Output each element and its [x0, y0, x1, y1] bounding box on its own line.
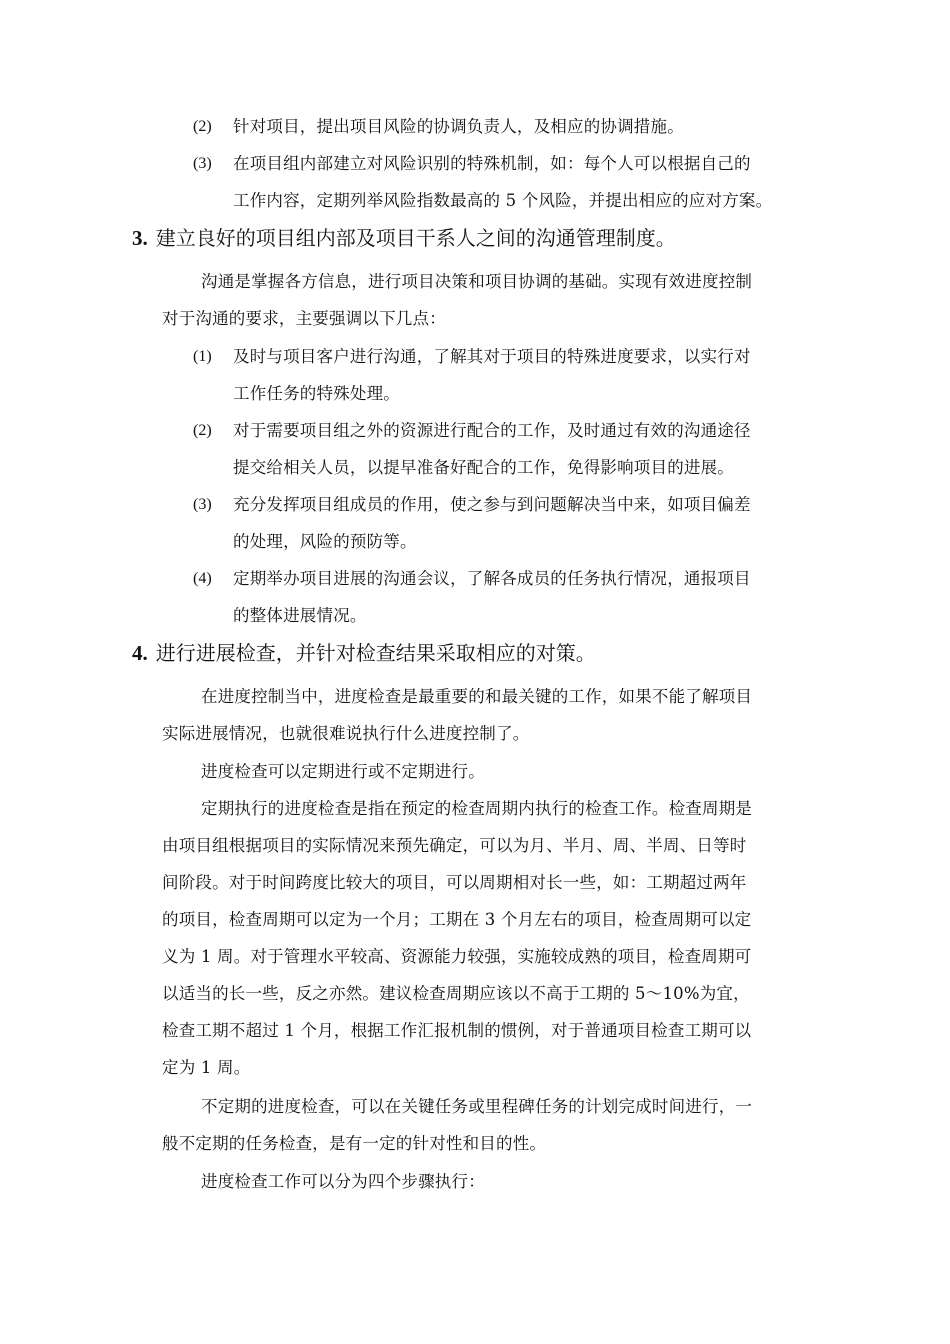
paragraph-line: 对于沟通的要求，主要强调以下几点：	[162, 309, 446, 328]
item-text-line: 及时与项目客户进行沟通，了解其对于项目的特殊进度要求，以实行对	[233, 347, 751, 366]
item-number: (3)	[193, 496, 212, 513]
paragraph-line: 以适当的长一些，反之亦然。建议检查周期应该以不高于工期的 5～10%为宜，	[162, 984, 750, 1003]
section-number: 4.	[132, 641, 148, 665]
paragraph-line: 在进度控制当中，进度检查是最重要的和最关键的工作，如果不能了解项目	[201, 687, 753, 706]
paragraph-line: 进度检查可以定期进行或不定期进行。	[201, 762, 485, 781]
item-number: (3)	[193, 155, 212, 172]
paragraph-line: 的项目，检查周期可以定为一个月；工期在 3 个月左右的项目，检查周期可以定	[162, 910, 752, 929]
section-heading	[132, 640, 596, 666]
paragraph-line: 沟通是掌握各方信息，进行项目决策和项目协调的基础。实现有效进度控制	[201, 272, 753, 291]
item-text-line: 充分发挥项目组成员的作用，使之参与到问题解决当中来，如项目偏差	[233, 495, 751, 514]
paragraph-line: 间阶段。对于时间跨度比较大的项目，可以周期相对长一些，如：工期超过两年	[162, 873, 747, 892]
item-text-line: 工作内容，定期列举风险指数最高的 5 个风险，并提出相应的应对方案。	[233, 191, 773, 210]
paragraph-line: 由项目组根据项目的实际情况来预先确定，可以为月、半月、周、半周、日等时	[162, 836, 747, 855]
section-title: 建立良好的项目组内部及项目干系人之间的沟通管理制度。	[155, 226, 676, 250]
item-text-line: 的整体进展情况。	[233, 606, 367, 625]
section-number: 3.	[132, 226, 148, 250]
item-number: (2)	[193, 118, 212, 135]
paragraph-line: 般不定期的任务检查，是有一定的针对性和目的性。	[162, 1134, 547, 1153]
item-text-line: 提交给相关人员，以提早准备好配合的工作，免得影响项目的进展。	[233, 458, 734, 477]
item-text-line: 的处理，风险的预防等。	[233, 532, 417, 551]
item-text-line: 在项目组内部建立对风险识别的特殊机制，如：每个人可以根据自己的	[233, 154, 751, 173]
item-text-line: 针对项目，提出项目风险的协调负责人，及相应的协调措施。	[233, 117, 684, 136]
item-text-line: 工作任务的特殊处理。	[233, 384, 400, 403]
section-heading	[132, 225, 676, 251]
paragraph-line: 实际进展情况，也就很难说执行什么进度控制了。	[162, 724, 530, 743]
paragraph-line: 检查工期不超过 1 个月，根据工作汇报机制的惯例，对于普通项目检查工期可以	[162, 1021, 752, 1040]
item-text-line: 定期举办项目进展的沟通会议，了解各成员的任务执行情况，通报项目	[233, 569, 751, 588]
section-title: 进行进展检查，并针对检查结果采取相应的对策。	[155, 641, 596, 665]
paragraph-line: 不定期的进度检查，可以在关键任务或里程碑任务的计划完成时间进行，一	[201, 1097, 753, 1116]
paragraph-line: 定为 1 周。	[162, 1058, 251, 1077]
paragraph-line: 定期执行的进度检查是指在预定的检查周期内执行的检查工作。检查周期是	[201, 799, 753, 818]
item-number: (4)	[193, 570, 212, 587]
paragraph-line: 义为 1 周。对于管理水平较高、资源能力较强，实施较成熟的项目，检查周期可	[162, 947, 752, 966]
item-number: (1)	[193, 348, 212, 365]
item-number: (2)	[193, 422, 212, 439]
item-text-line: 对于需要项目组之外的资源进行配合的工作，及时通过有效的沟通途径	[233, 421, 751, 440]
paragraph-line: 进度检查工作可以分为四个步骤执行：	[201, 1172, 485, 1191]
